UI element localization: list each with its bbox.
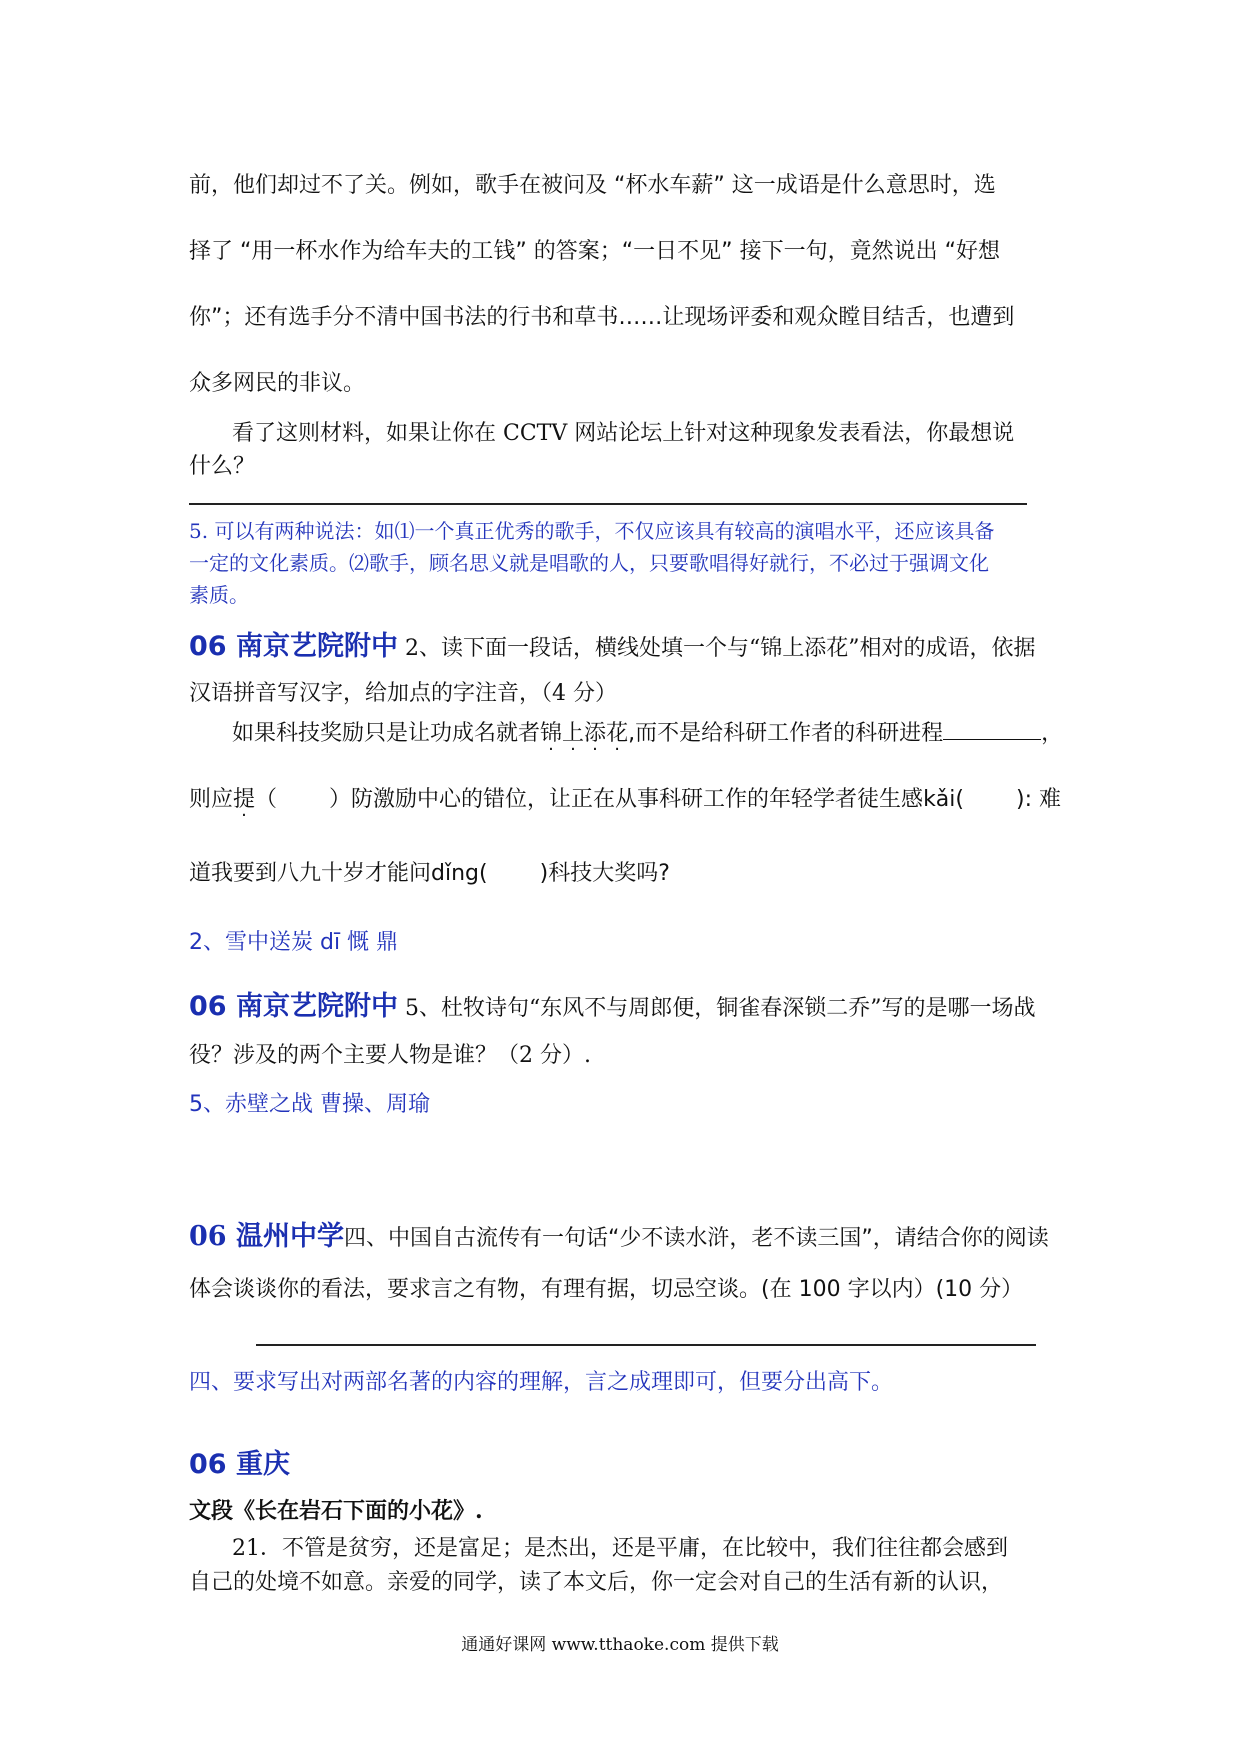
question-line: 看了这则材料，如果让你在 CCTV 网站论坛上针对这种现象发表看法，你最想说: [232, 421, 1015, 446]
answer-rule: [189, 503, 1027, 505]
question-line: 什么？: [189, 454, 256, 479]
question-text: 四、中国自古流传有一句话“少不读水浒，老不读三国”，请结合你的阅读: [343, 1226, 1049, 1251]
answer-line: 素质。: [189, 583, 249, 607]
section-heading: 06 重庆: [189, 1449, 290, 1480]
answer-line: 5、赤壁之战 曹操、周瑜: [189, 1092, 430, 1117]
section-heading: 06 温州中学: [189, 1221, 344, 1252]
section-heading: 06 南京艺院附中: [189, 631, 398, 662]
section-question: [189, 1214, 1061, 1253]
answer-line: 一定的文化素质。⑵歌手，顾名思义就是唱歌的人，只要歌唱得好就行，不必过于强调文化: [189, 551, 989, 575]
paragraph-line: 前，他们却过不了关。例如，歌手在被问及 “杯水车薪” 这一成语是什么意思时，选: [189, 173, 996, 198]
question-line: 役？涉及的两个主要人物是谁？（2 分）.: [189, 1043, 591, 1068]
passage-line: 则应提（ ）防激励中心的错位，让正在从事科研工作的年轻学者徒生感kǎi( ): 难: [189, 787, 1061, 812]
paragraph-line: 你”；还有选手分不清中国书法的行书和草书……让现场评委和观众瞠目结舌，也遭到: [189, 305, 1015, 330]
answer-line: 2、雪中送炭 dī 慨 鼎: [189, 930, 399, 955]
question-line: 21．不管是贫穷，还是富足；是杰出，还是平庸，在比较中，我们往往都会感到: [232, 1536, 1008, 1561]
fill-blank[interactable]: [943, 739, 1041, 740]
answer-line: 四、要求写出对两部名著的内容的理解，言之成理即可，但要分出高下。: [189, 1370, 894, 1395]
passage-title: 文段《长在岩石下面的小花》.: [189, 1498, 483, 1524]
pinyin: kǎi: [923, 787, 956, 812]
question-line: 汉语拼音写汉字，给加点的字注音，（4 分）: [189, 681, 617, 706]
paragraph-line: 择了 “用一杯水作为给车夫的工钱” 的答案；“一日不见” 接下一句，竟然说出 “好想: [189, 239, 1000, 264]
passage-line: 道我要到八九十岁才能问dǐng( )科技大奖吗?: [189, 861, 670, 886]
question-text: 2、读下面一段话，横线处填一个与“锦上添花”相对的成语，依据: [397, 636, 1036, 661]
question-line: 体会谈谈你的看法，要求言之有物，有理有据，切忌空谈。(在 100 字以内）(10 分）: [189, 1277, 1024, 1302]
section-heading: 06 南京艺院附中: [189, 991, 398, 1022]
section-question: [189, 984, 1061, 1023]
paragraph-line: 众多网民的非议。: [189, 371, 366, 396]
answer-rule: [256, 1344, 1036, 1346]
question-text: 5、杜牧诗句“东风不与周郎便，铜雀春深锁二乔”写的是哪一场战: [397, 996, 1036, 1021]
page-footer: 通通好课网 www.tthaoke.com 提供下载: [461, 1635, 779, 1655]
question-line: 自己的处境不如意。亲爱的同学，读了本文后，你一定会对自己的生活有新的认识，: [189, 1570, 1004, 1595]
answer-line: 5. 可以有两种说法：如⑴一个真正优秀的歌手，不仅应该具有较高的演唱水平，还应该具备: [189, 519, 995, 543]
passage-line: 如果科技奖励只是让功成名就者锦上添花,而不是给科研工作者的科研进程 ，: [232, 721, 1064, 746]
pinyin: dǐng: [431, 861, 480, 886]
section-question: [189, 624, 1061, 663]
